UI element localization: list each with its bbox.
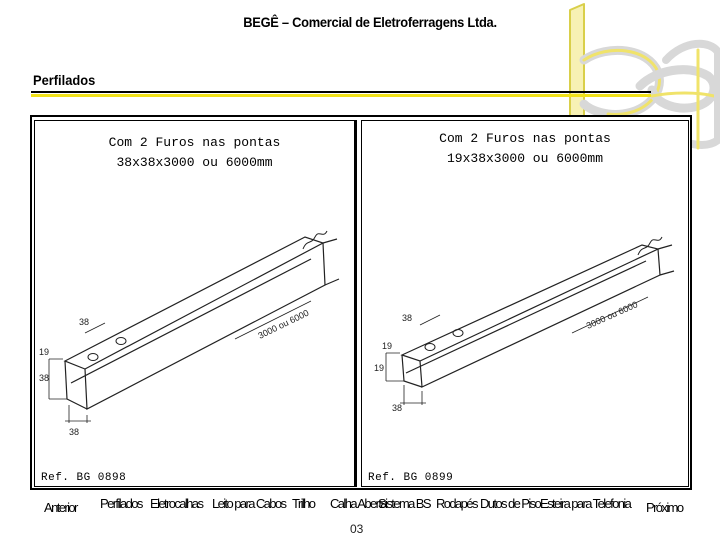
dimension-bottom: 38 [392, 403, 403, 413]
product-panel-bg0899 [361, 120, 689, 487]
description-line-2: 19x38x3000 ou 6000mm [446, 151, 604, 166]
nav-link-sistema-bs[interactable]: Sistema BS [378, 496, 430, 511]
section-title: Perfilados [33, 72, 96, 88]
product-description [35, 133, 354, 173]
product-panel-bg0898 [34, 120, 357, 487]
nav-link-eletrocalhas[interactable]: Eletrocalhas [150, 496, 203, 511]
nav-link-calha-aberta[interactable]: Calha Aberta [330, 496, 386, 511]
product-description [362, 129, 688, 169]
company-title: BEGÊ – Comercial de Eletroferragens Ltda. [243, 14, 497, 30]
nav-link-leito-para-cabos[interactable]: Leito para Cabos [212, 496, 286, 511]
profile-drawing [35, 209, 357, 479]
dimension-side-a: 19 [382, 341, 393, 351]
description-line-1: Com 2 Furos nas pontas [108, 135, 281, 150]
nav-link-perfilados[interactable]: Perfilados [100, 496, 142, 511]
profile-drawing [362, 209, 689, 479]
dimension-top: 38 [79, 317, 90, 327]
title-rule-accent [31, 94, 651, 97]
dimension-side-b: 38 [39, 373, 50, 383]
dimension-side-a: 19 [39, 347, 50, 357]
products-frame [30, 115, 692, 490]
dimension-side-b: 19 [374, 363, 385, 373]
page-number: 03 [350, 522, 364, 536]
dimension-length: 3000 ou 6000 [584, 299, 640, 331]
product-reference: Ref. BG 0898 [41, 472, 127, 484]
description-line-1: Com 2 Furos nas pontas [439, 131, 611, 146]
dimension-top: 38 [402, 313, 413, 323]
previous-link[interactable]: Anterior [44, 500, 77, 515]
nav-link-esteira-para-telefonia[interactable]: Esteira para Telefonia [540, 496, 631, 511]
title-rule [31, 91, 651, 93]
nav-link-rodapes[interactable]: Rodapés [436, 496, 477, 511]
nav-link-dutos-de-piso[interactable]: Dutos de Piso [480, 496, 541, 511]
next-link[interactable]: Próximo [646, 500, 683, 515]
dimension-length: 3000 ou 6000 [256, 307, 311, 341]
dimension-bottom: 38 [69, 427, 80, 437]
nav-link-trilho[interactable]: Trilho [292, 496, 315, 511]
product-reference: Ref. BG 0899 [368, 472, 454, 484]
description-line-2: 38x38x3000 ou 6000mm [116, 155, 273, 170]
